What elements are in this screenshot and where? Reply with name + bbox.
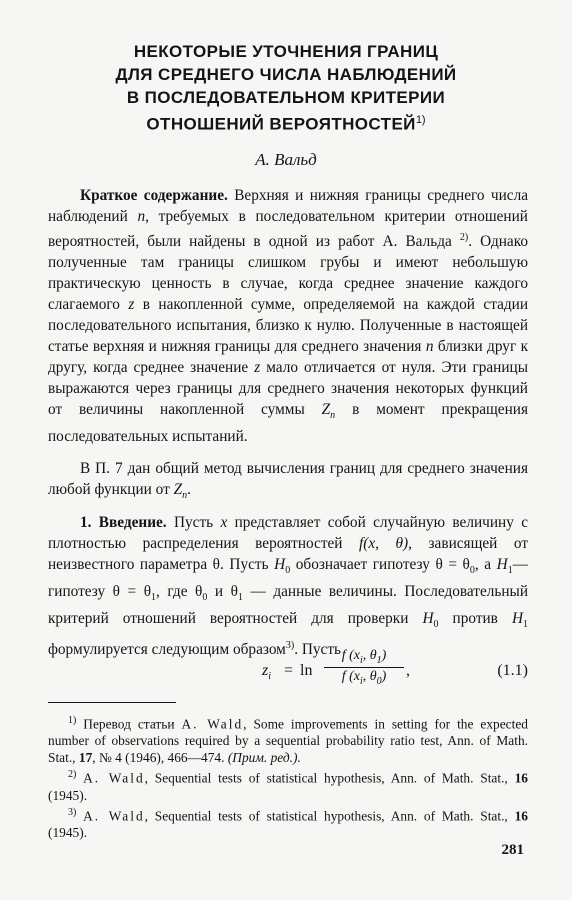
- section-heading: 1. Введение.: [80, 514, 167, 531]
- paragraph-text: и θ: [214, 583, 238, 601]
- equation-1-1: [262, 648, 528, 692]
- math-subscript: 0: [202, 592, 208, 604]
- equation-number: (1.1): [497, 662, 528, 679]
- math-subscript: 0: [433, 619, 439, 631]
- footnote-mark: 1): [68, 715, 77, 726]
- paragraph-text: Пусть: [173, 514, 214, 531]
- footnote-text: , Some improvements in setting for the expected number of observations required by a sequential probability ratio test, Ann. of Math. Stat.,: [48, 716, 528, 766]
- math-expr: f (x: [341, 648, 360, 663]
- log-function: ln: [300, 662, 313, 679]
- math-expr: (x, θ): [363, 535, 409, 552]
- article-title: [60, 40, 512, 136]
- paragraph-text: — гипотезу θ = θ: [48, 556, 529, 601]
- math-subscript: 0: [469, 565, 475, 577]
- math-subscript: 1: [523, 619, 529, 631]
- method-paragraph: [48, 458, 528, 506]
- math-subscript: n: [330, 410, 336, 422]
- footnote-text: Перевод статьи: [83, 716, 175, 732]
- introduction-paragraph: [48, 512, 528, 660]
- fraction-denominator: [324, 668, 404, 687]
- footnote-mark: 3): [68, 806, 77, 818]
- footnote-text: , Sequential tests of statistical hypothesis, Ann. of Math. Stat.,: [144, 808, 508, 824]
- footnote-author: A. Wald: [83, 770, 145, 786]
- math-subscript: 1: [237, 592, 243, 604]
- math-var: n: [137, 208, 146, 225]
- footnote-1: [48, 712, 528, 766]
- math-var: n: [425, 338, 434, 356]
- footnote-volume: 17: [78, 750, 93, 766]
- math-var: H: [496, 556, 508, 573]
- math-var: f: [359, 535, 364, 552]
- footnote-author: A. Wald: [83, 808, 145, 824]
- math-subscript: 0: [285, 565, 291, 577]
- title-line: НЕКОТОРЫЕ УТОЧНЕНИЯ ГРАНИЦ: [133, 42, 439, 61]
- math-subscript: 1: [507, 565, 513, 577]
- math-subscript: n: [182, 490, 188, 502]
- footnote-editor-note: (Прим. ред.).: [227, 750, 301, 766]
- paragraph-text: , зависящей от неизвестного параметра θ. Пусть: [48, 535, 529, 573]
- paragraph-text: представляет собой случайную величину с плотностью распределения вероятностей: [48, 514, 528, 552]
- math-subscript: 0: [376, 675, 382, 687]
- footnote-3: [48, 804, 528, 841]
- math-subscript: 1: [376, 654, 382, 666]
- footnote-text: (1945).: [48, 825, 88, 841]
- paragraph-text: формулируется следующим образом: [48, 641, 286, 659]
- paragraph-text: против: [452, 610, 498, 628]
- math-var: Z: [321, 401, 331, 419]
- abstract-text: мало отличается от нуля. Эти границы выражаются через границы для среднего значения некоторых функций от величины накопленной суммы: [48, 359, 528, 419]
- math-var: x: [220, 514, 228, 531]
- page-number: 281: [501, 842, 524, 858]
- math-var: z: [128, 296, 135, 314]
- title-line: [60, 109, 512, 136]
- footnote-2: [48, 766, 528, 803]
- abstract-text: Верхняя и нижняя границы среднего числа наблюдений: [48, 187, 528, 225]
- abstract-text: в накопленной сумме, определяемой на каждой стадии последовательного испытания, близко к нулю. Полученные в настоящей статье верхняя и нижняя границы для среднего значения: [48, 296, 529, 356]
- paragraph-text: , а: [474, 556, 492, 573]
- math-var: Z: [173, 481, 183, 498]
- math-var: H: [511, 610, 524, 628]
- math-subscript: i: [268, 671, 272, 683]
- math-expr: , θ: [362, 668, 377, 684]
- equation-comma: ,: [406, 662, 410, 679]
- math-subscript: i: [359, 654, 363, 666]
- abstract-label: Краткое содержание.: [80, 187, 228, 204]
- math-expr: , θ: [362, 648, 377, 663]
- paragraph-text: , где θ: [156, 583, 203, 601]
- title-line: ДЛЯ СРЕДНЕГО ЧИСЛА НАБЛЮДЕНИЙ: [115, 65, 457, 84]
- equals-sign: =: [284, 662, 294, 679]
- footnote-volume: 16: [514, 770, 528, 786]
- author-name: А. Вальд: [255, 150, 317, 169]
- equation-lhs: [262, 662, 271, 682]
- footnote-mark: 2): [68, 769, 77, 781]
- math-var: z: [262, 662, 269, 679]
- fraction: [324, 648, 404, 687]
- footnote-ref: 2): [459, 232, 469, 243]
- math-subscript: i: [359, 675, 363, 687]
- math-var: H: [274, 556, 286, 573]
- math-var: z: [254, 359, 261, 377]
- math-var: H: [422, 610, 434, 628]
- footnote-author: A. Wald: [181, 716, 244, 732]
- paragraph-text: В П. 7 дан общий метод вычисления границ для среднего значения любой функции от: [48, 460, 528, 498]
- paragraph-text: .: [187, 481, 191, 498]
- footnote-ref: 3): [285, 640, 295, 652]
- paragraph-text: обозначает гипотезу θ = θ: [295, 556, 470, 573]
- abstract-text: в момент прекращения последовательных испытаний.: [48, 401, 528, 446]
- math-expr: f (x: [341, 668, 360, 684]
- footnote-separator: [48, 702, 176, 703]
- abstract-paragraph: [48, 185, 528, 447]
- math-expr: ): [381, 648, 387, 663]
- abstract-text: . Однако полученные там границы слишком грубы и имеют небольшую практическую ценность в случае, когда среднее значение каждого слагаемого: [48, 233, 529, 314]
- footnote-text: , Sequential tests of statistical hypothesis, Ann. of Math. Stat.,: [144, 770, 508, 786]
- paragraph-text: . Пусть: [294, 641, 341, 659]
- title-line-text: ОТНОШЕНИЙ ВЕРОЯТНОСТЕЙ: [146, 114, 416, 134]
- footnotes: [48, 712, 528, 841]
- title-line: В ПОСЛЕДОВАТЕЛЬНОМ КРИТЕРИИ: [126, 88, 446, 107]
- footnote-volume: 16: [514, 808, 528, 824]
- math-expr: ): [381, 668, 387, 684]
- paragraph-text: — данные величины. Последовательный критерий отношений вероятностей для проверки: [48, 583, 529, 628]
- abstract-text: , требуемых в последовательном критерии отношений вероятностей, были найдены в одной из работ А. Вальда: [48, 208, 528, 251]
- abstract-text: близки друг к другу, когда среднее значение: [48, 338, 528, 377]
- title-footnote-mark: 1): [415, 114, 426, 126]
- math-subscript: 1: [151, 592, 157, 604]
- footnote-text: , № 4 (1946), 466—474.: [92, 750, 225, 766]
- fraction-numerator: [324, 648, 404, 668]
- footnote-text: (1945).: [48, 787, 88, 803]
